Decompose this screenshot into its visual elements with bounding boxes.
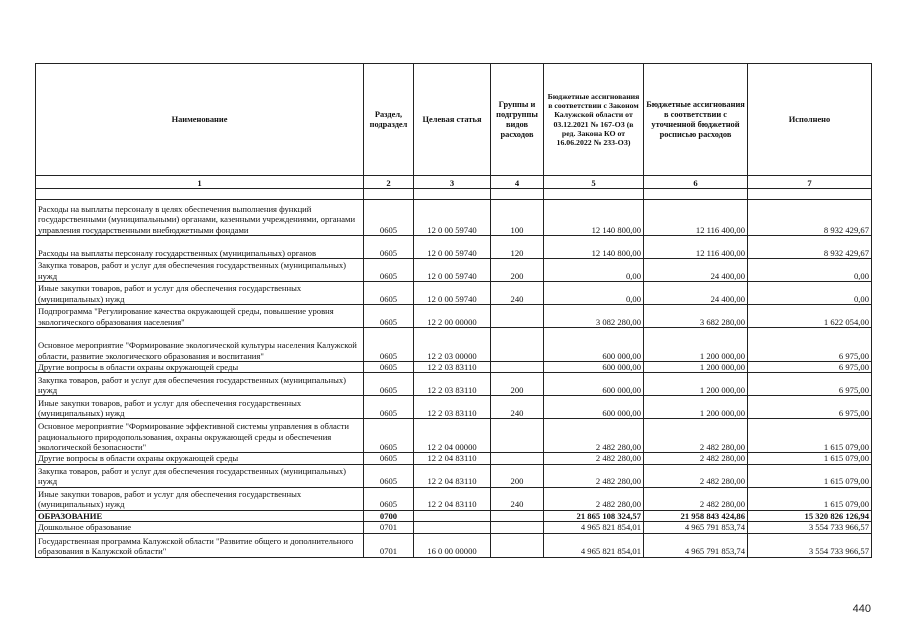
- table-row: [36, 259, 872, 282]
- row-group: [491, 305, 544, 328]
- row-section: 0605: [364, 328, 414, 362]
- column-number-row: [36, 176, 872, 189]
- table-row: [36, 464, 872, 487]
- column-number: 1: [36, 176, 364, 189]
- row-executed-amount: 3 554 733 966,57: [748, 533, 872, 557]
- row-law-amount: 2 482 280,00: [544, 487, 644, 510]
- row-name: Закупка товаров, работ и услуг для обеспечения государственных (муниципальных) нужд: [36, 373, 364, 396]
- table-body: [36, 189, 872, 558]
- row-target: 12 0 00 59740: [414, 236, 491, 259]
- row-executed-amount: 6 975,00: [748, 396, 872, 419]
- row-group: [491, 510, 544, 521]
- row-law-amount: 600 000,00: [544, 328, 644, 362]
- row-name: Расходы на выплаты персоналу государственных (муниципальных) органов: [36, 236, 364, 259]
- row-law-amount: 4 965 821 854,01: [544, 533, 644, 557]
- table-row: [36, 362, 872, 373]
- row-executed-amount: 15 320 826 126,94: [748, 510, 872, 521]
- row-refined-amount: 21 958 843 424,86: [644, 510, 748, 521]
- row-group: [491, 522, 544, 533]
- row-executed-amount: 1 615 079,00: [748, 464, 872, 487]
- row-law-amount: 600 000,00: [544, 362, 644, 373]
- row-law-amount: 2 482 280,00: [544, 453, 644, 464]
- row-section: 0605: [364, 373, 414, 396]
- row-law-amount: 21 865 108 324,57: [544, 510, 644, 521]
- row-target: 12 2 03 83110: [414, 373, 491, 396]
- row-refined-amount: 3 682 280,00: [644, 305, 748, 328]
- column-number: 5: [544, 176, 644, 189]
- row-section: 0605: [364, 259, 414, 282]
- row-group: 240: [491, 282, 544, 305]
- row-law-amount: 2 482 280,00: [544, 419, 644, 453]
- row-name: Иные закупки товаров, работ и услуг для обеспечения государственных (муниципальных) нужд: [36, 282, 364, 305]
- row-executed-amount: 3 554 733 966,57: [748, 522, 872, 533]
- row-law-amount: 600 000,00: [544, 396, 644, 419]
- row-law-amount: 3 082 280,00: [544, 305, 644, 328]
- row-refined-amount: 1 200 000,00: [644, 328, 748, 362]
- row-section: 0700: [364, 510, 414, 521]
- table-row: [36, 419, 872, 453]
- table-header-row: [36, 64, 872, 176]
- row-name: Иные закупки товаров, работ и услуг для обеспечения государственных (муниципальных) нужд: [36, 396, 364, 419]
- row-name: Другие вопросы в области охраны окружающей среды: [36, 453, 364, 464]
- row-law-amount: 12 140 800,00: [544, 200, 644, 236]
- row-group: 100: [491, 200, 544, 236]
- row-group: 240: [491, 487, 544, 510]
- row-target: 12 0 00 59740: [414, 200, 491, 236]
- row-target: [414, 510, 491, 521]
- row-section: 0701: [364, 533, 414, 557]
- row-target: 16 0 00 00000: [414, 533, 491, 557]
- row-target: [414, 522, 491, 533]
- row-section: 0701: [364, 522, 414, 533]
- header-target: Целевая статья: [414, 64, 491, 176]
- row-name: Дошкольное образование: [36, 522, 364, 533]
- row-name: Другие вопросы в области охраны окружающей среды: [36, 362, 364, 373]
- row-executed-amount: 1 615 079,00: [748, 419, 872, 453]
- row-target: 12 2 04 00000: [414, 419, 491, 453]
- row-executed-amount: 6 975,00: [748, 373, 872, 396]
- row-refined-amount: 4 965 791 853,74: [644, 522, 748, 533]
- row-refined-amount: 4 965 791 853,74: [644, 533, 748, 557]
- row-group: [491, 328, 544, 362]
- row-refined-amount: 12 116 400,00: [644, 200, 748, 236]
- budget-table: [35, 63, 872, 558]
- row-target: 12 2 04 83110: [414, 464, 491, 487]
- row-law-amount: 2 482 280,00: [544, 464, 644, 487]
- column-number: 3: [414, 176, 491, 189]
- row-name: ОБРАЗОВАНИЕ: [36, 510, 364, 521]
- row-section: 0605: [364, 464, 414, 487]
- row-name: Основное мероприятие "Формирование экологической культуры населения Калужской области, развитие экологического образования и воспитания": [36, 328, 364, 362]
- header-refined: Бюджетные ассигнования в соответствии с уточненной бюджетной росписью расходов: [644, 64, 748, 176]
- page-number: 440: [852, 603, 871, 615]
- header-groups: Группы и подгруппы видов расходов: [491, 64, 544, 176]
- table-row: [36, 453, 872, 464]
- row-executed-amount: 8 932 429,67: [748, 200, 872, 236]
- row-section: 0605: [364, 305, 414, 328]
- row-name: Основное мероприятие "Формирование эффективной системы управления в области рационального природопользования, охраны окружающей среды и обеспечения экологической безопасности": [36, 419, 364, 453]
- row-refined-amount: 12 116 400,00: [644, 236, 748, 259]
- header-name: Наименование: [36, 64, 364, 176]
- row-section: 0605: [364, 487, 414, 510]
- column-number: 6: [644, 176, 748, 189]
- row-section: 0605: [364, 396, 414, 419]
- row-name: Закупка товаров, работ и услуг для обеспечения государственных (муниципальных) нужд: [36, 464, 364, 487]
- header-section: Раздел, подраздел: [364, 64, 414, 176]
- row-executed-amount: 6 975,00: [748, 328, 872, 362]
- header-executed: Исполнено: [748, 64, 872, 176]
- column-number: 2: [364, 176, 414, 189]
- row-target: 12 2 04 83110: [414, 453, 491, 464]
- row-section: 0605: [364, 236, 414, 259]
- row-target: 12 2 00 00000: [414, 305, 491, 328]
- row-refined-amount: 24 400,00: [644, 259, 748, 282]
- row-refined-amount: 24 400,00: [644, 282, 748, 305]
- row-group: 200: [491, 464, 544, 487]
- table-row: [36, 200, 872, 236]
- table-row: [36, 510, 872, 521]
- row-target: 12 2 04 83110: [414, 487, 491, 510]
- row-law-amount: 4 965 821 854,01: [544, 522, 644, 533]
- row-group: 120: [491, 236, 544, 259]
- row-name: Иные закупки товаров, работ и услуг для обеспечения государственных (муниципальных) нужд: [36, 487, 364, 510]
- row-executed-amount: 0,00: [748, 259, 872, 282]
- row-target: 12 2 03 83110: [414, 362, 491, 373]
- row-target: 12 2 03 00000: [414, 328, 491, 362]
- row-section: 0605: [364, 200, 414, 236]
- row-law-amount: 600 000,00: [544, 373, 644, 396]
- row-section: 0605: [364, 419, 414, 453]
- row-target: 12 0 00 59740: [414, 259, 491, 282]
- row-law-amount: 0,00: [544, 282, 644, 305]
- table-row: [36, 282, 872, 305]
- row-law-amount: 0,00: [544, 259, 644, 282]
- column-number: 7: [748, 176, 872, 189]
- row-name: Государственная программа Калужской области "Развитие общего и дополнительного образования в Калужской области": [36, 533, 364, 557]
- row-executed-amount: 8 932 429,67: [748, 236, 872, 259]
- row-refined-amount: 2 482 280,00: [644, 487, 748, 510]
- table-row: [36, 533, 872, 557]
- row-refined-amount: 1 200 000,00: [644, 396, 748, 419]
- row-group: 240: [491, 396, 544, 419]
- row-target: 12 2 03 83110: [414, 396, 491, 419]
- table-row: [36, 305, 872, 328]
- row-refined-amount: 2 482 280,00: [644, 453, 748, 464]
- row-executed-amount: 0,00: [748, 282, 872, 305]
- table-row: [36, 236, 872, 259]
- table-row: [36, 487, 872, 510]
- row-section: 0605: [364, 362, 414, 373]
- row-executed-amount: 6 975,00: [748, 362, 872, 373]
- table-row: [36, 328, 872, 362]
- row-refined-amount: 1 200 000,00: [644, 373, 748, 396]
- row-executed-amount: 1 622 054,00: [748, 305, 872, 328]
- row-refined-amount: 1 200 000,00: [644, 362, 748, 373]
- table-row: [36, 396, 872, 419]
- row-section: 0605: [364, 282, 414, 305]
- row-group: [491, 362, 544, 373]
- column-number: 4: [491, 176, 544, 189]
- table-row: [36, 522, 872, 533]
- row-group: 200: [491, 259, 544, 282]
- row-section: 0605: [364, 453, 414, 464]
- row-group: [491, 419, 544, 453]
- row-refined-amount: 2 482 280,00: [644, 464, 748, 487]
- row-refined-amount: 2 482 280,00: [644, 419, 748, 453]
- spacer-row: [36, 189, 872, 200]
- row-group: [491, 533, 544, 557]
- budget-table-container: [35, 63, 871, 558]
- row-executed-amount: 1 615 079,00: [748, 453, 872, 464]
- row-group: 200: [491, 373, 544, 396]
- row-law-amount: 12 140 800,00: [544, 236, 644, 259]
- row-name: Закупка товаров, работ и услуг для обеспечения государственных (муниципальных) нужд: [36, 259, 364, 282]
- row-name: Расходы на выплаты персоналу в целях обеспечения выполнения функций государственными (муниципальными) органами, казенными учреждениями, органами управления государственными внебюджетными фондами: [36, 200, 364, 236]
- row-group: [491, 453, 544, 464]
- table-row: [36, 373, 872, 396]
- row-name: Подпрограмма "Регулирование качества окружающей среды, повышение уровня экологического образования населения": [36, 305, 364, 328]
- row-executed-amount: 1 615 079,00: [748, 487, 872, 510]
- header-law: Бюджетные ассигнования в соответствии с Законом Калужской области от 03.12.2021 № 167-ОЗ (в ред. Закона КО от 16.06.2022 № 233-ОЗ): [544, 64, 644, 176]
- row-target: 12 0 00 59740: [414, 282, 491, 305]
